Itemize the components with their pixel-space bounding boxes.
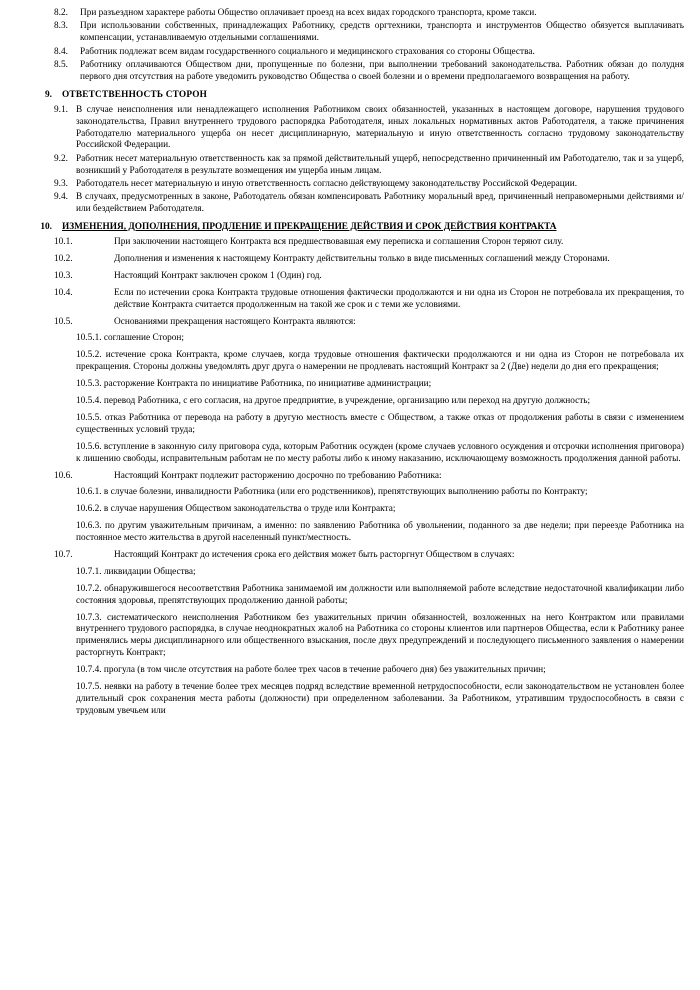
clause-row	[16, 237, 684, 249]
clause-text: 10.5.4. перевод Работника, с его согласия, на другое предприятие, в учреждение, организацию или переход на другую должность;	[76, 396, 591, 407]
clause-text: В случаях, предусмотренных в законе, Работодатель обязан компенсировать Работнику моральный вред, причиненный неправомерными действиями и/или бездействием Работодателя.	[76, 192, 684, 215]
clause-row	[16, 271, 684, 283]
clause-row	[16, 60, 684, 84]
clause-number: 10.5.	[54, 316, 73, 327]
clause-number: 10.1.	[54, 237, 73, 248]
clause-text: 10.7.2. обнаружившегося несоответствия Работника занимаемой им должности или выполняемой работе вследствие недостаточной квалификации либо состояния здоровья, препятствующих продолжению данной работы;	[76, 583, 684, 606]
section-heading-number: 9.	[45, 89, 52, 100]
clause-number: 8.2.	[54, 8, 68, 18]
clause-number: 10.6.	[54, 470, 73, 481]
clause-text: Работник несет материальную ответственность как за прямой действительный ущерб, непосредственно причиненный им Работодателю, так и за ущерб, возникший у Работодателя в результате возмещения им ущерба иным лицам.	[76, 153, 684, 176]
section-heading-text: ОТВЕТСТВЕННОСТЬ СТОРОН	[62, 89, 208, 100]
section-heading-number: 10.	[40, 222, 52, 233]
sub-clause-row	[16, 521, 684, 545]
sub-clause-row	[16, 665, 684, 677]
clause-text: Работодатель несет материальную и иную ответственность согласно действующему законодательству Российской Федерации.	[76, 179, 578, 190]
clause-text: Если по истечении срока Контракта трудовые отношения фактически продолжаются и ни одна из Сторон не потребовала их прекращения, то действие Контракта считается продолженным на такой же срок и с теми же условиями.	[114, 287, 684, 310]
sub-clause-row	[16, 379, 684, 391]
clause-text: 10.7.1. ликвидации Общества;	[76, 566, 196, 577]
clause-text: 10.5.1. соглашение Сторон;	[76, 333, 184, 344]
clause-text: 10.5.3. расторжение Контракта по инициативе Работника, по инициативе администрации;	[76, 379, 432, 390]
clause-text: Настоящий Контракт до истечения срока его действия может быть расторгнут Обществом в случаях:	[114, 549, 515, 560]
clause-row	[16, 154, 684, 178]
clause-text: 10.6.1. в случае болезни, инвалидности Работника (или его родственников), препятствующих выполнению работы по Контракту;	[76, 487, 588, 498]
clause-number: 10.3.	[54, 270, 73, 281]
clause-row	[16, 21, 684, 45]
sub-clause-row	[16, 333, 684, 345]
clause-text: 10.5.2. истечение срока Контракта, кроме случаев, когда трудовые отношения фактически продолжаются и ни одна из Сторон не потребовала их прекращения. Стороны должны уведомлять друг друга о намерении не продлевать настоящий Контракт за 2 (Две) недели до дня его прекращения;	[76, 350, 684, 373]
clause-text: 10.5.5. отказ Работника от перевода на работу в другую местность вместе с Обществом, а также отказ от продолжения работы в связи с изменением существенных условий труда;	[76, 412, 684, 435]
clause-number: 9.1.	[54, 104, 68, 115]
section-heading	[16, 222, 684, 234]
section-heading-text: ИЗМЕНЕНИЯ, ДОПОЛНЕНИЯ, ПРОДЛЕНИЕ И ПРЕКРАЩЕНИЕ ДЕЙСТВИЯ И СРОК ДЕЙСТВИЯ КОНТРАКТА	[62, 222, 557, 233]
clause-row	[16, 47, 684, 59]
clause-text: Основаниями прекращения настоящего Контракта являются:	[114, 316, 356, 327]
clause-text: 10.7.4. прогула (в том числе отсутствия на работе более трех часов в течение рабочего дня) без уважительных причин;	[76, 665, 546, 676]
clause-number: 8.5.	[54, 60, 68, 71]
sub-clause-row	[16, 396, 684, 408]
sub-clause-row	[16, 442, 684, 466]
sub-clause-row	[16, 350, 684, 374]
sub-clause-row	[16, 682, 684, 718]
clause-number: 9.2.	[54, 153, 68, 164]
clause-row	[16, 179, 684, 191]
sub-clause-row	[16, 504, 684, 516]
clause-number: 10.2.	[54, 254, 73, 265]
clause-text: Настоящий Контракт подлежит расторжению досрочно по требованию Работника:	[114, 470, 442, 481]
clause-text: Настоящий Контракт заключен сроком 1 (Один) год.	[114, 270, 322, 281]
sub-clause-row	[16, 567, 684, 579]
sub-clause-row	[16, 613, 684, 661]
clause-text: При использовании собственных, принадлежащих Работнику, средств оргтехники, транспорта и инструментов Общество обязуется выплачивать компенсации, устанавливаемую отдельными соглашениями.	[80, 21, 684, 44]
sub-clause-row	[16, 487, 684, 499]
clause-text: В случае неисполнения или ненадлежащего исполнения Работником своих обязанностей, указанных в настоящем договоре, нарушения трудового законодательства, Правил внутреннего трудового распорядка Работодателя, иных локальных нормативных актов Работодателя, а также причинения Работодателю материального ущерба он несет дисциплинарную, материальную и иную ответственность согласно трудовому законодательству Российской Федерации.	[76, 104, 684, 151]
clause-row	[16, 288, 684, 312]
section-heading	[16, 90, 684, 102]
clause-text: 10.6.2. в случае нарушения Обществом законодательства о труде или Контракта;	[76, 504, 396, 515]
clause-number: 9.4.	[54, 192, 68, 203]
clause-row	[16, 8, 684, 20]
clause-text: Дополнения и изменения к настоящему Контракту действительны только в виде письменных соглашений между Сторонами.	[114, 254, 610, 265]
clause-row	[16, 550, 684, 562]
clause-row	[16, 254, 684, 266]
sub-clause-row	[16, 584, 684, 608]
clause-text: Работнику оплачиваются Обществом дни, пропущенные по болезни, при выполнении требований законодательства. Работник обязан до полудня первого дня отсутствия на работе уведомить руководство Общества о своей болезни и о времени предполагаемого возвращения на работу.	[80, 60, 684, 82]
clause-row	[16, 471, 684, 483]
clause-text: При заключении настоящего Контракта вся предшествовавшая ему переписка и соглашения Сторон теряют силу.	[114, 237, 564, 248]
clause-text: Работник подлежат всем видам государственного социального и медицинского страхования со стороны Общества.	[80, 46, 535, 57]
clause-text: 10.7.3. систематического неисполнения Работником без уважительных причин обязанностей, возложенных на него Контрактом или правилами внутреннего трудового распорядка, в случае неоднократных жалоб на Работника со стороны клиентов или партнеров Общества, если к Работнику ранее применялись меры дисциплинарного или общественного взыскания, после двух предупреждений и последующего письменного заявления о намерении расторгнуть Контракт;	[76, 612, 684, 659]
clause-number: 8.3.	[54, 21, 68, 32]
document-body	[16, 8, 684, 718]
clause-number: 10.4.	[54, 287, 73, 298]
clause-text: 10.7.5. неявки на работу в течение более трех месяцев подряд вследствие временной нетрудоспособности, если законодательством не установлен более длительный срок сохранения места работы (должности) при определенном заболевании. За Работником, утратившим трудоспособность в связи с трудовым увечьем или	[76, 681, 684, 716]
clause-text: При разъездном характере работы Общество оплачивает проезд на всех видах городского транспорта, кроме такси.	[80, 8, 537, 18]
clause-row	[16, 105, 684, 153]
clause-row	[16, 317, 684, 329]
clause-number: 8.4.	[54, 46, 68, 57]
clause-row	[16, 192, 684, 216]
clause-number: 9.3.	[54, 179, 68, 190]
sub-clause-row	[16, 413, 684, 437]
clause-text: 10.6.3. по другим уважительным причинам, а именно: по заявлению Работника об увольнении, поданного за две недели; при переезде Работника на постоянное место жительства в другой населенный пункт/местность.	[76, 521, 684, 544]
clause-number: 10.7.	[54, 549, 73, 560]
clause-text: 10.5.6. вступление в законную силу приговора суда, которым Работник осужден (кроме случаев условного осуждения и отсрочки исполнения приговора) к лишению свободы, исправительным работам не по месту работы либо к иному наказанию, исключающему возможность продолжения данной работы.	[76, 441, 684, 464]
